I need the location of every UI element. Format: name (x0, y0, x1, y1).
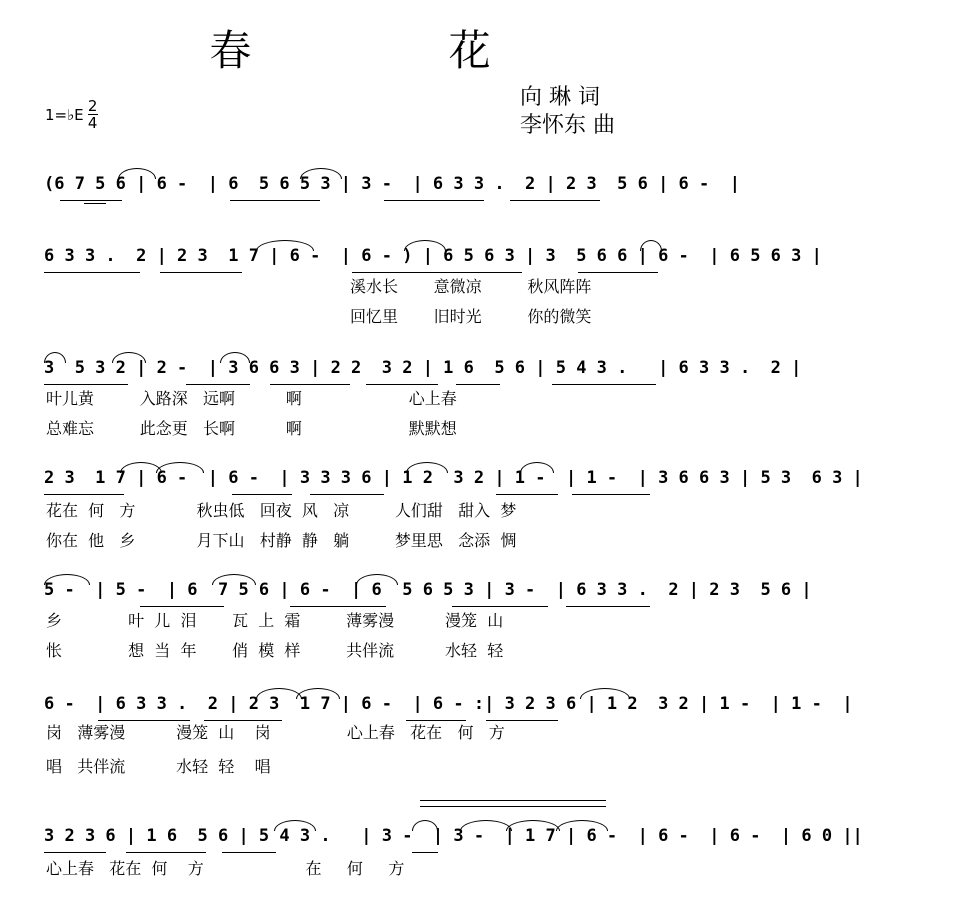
lyrics-line-3a: 叶儿黄 入路深 远啊 啊 心上春 (46, 389, 457, 408)
beam-underline (384, 200, 484, 201)
notation-line: 2 3 1 7 | 6 - | 6 - | 3 3 3 6 | 1 2 3 2 | 1 - | 1 - | 3 6 6 3 | 5 3 6 3 | (44, 468, 863, 488)
lyrics-line-6b: 唱 共伴流 水轻 轻 唱 (46, 757, 271, 776)
lyrics-line-6a: 岗 薄雾漫 漫笼 山 岗 心上春 花在 何 方 (46, 723, 505, 742)
beam-underline (44, 852, 106, 853)
tie-mark (404, 240, 446, 251)
tie-mark (156, 462, 204, 473)
beam-underline (412, 852, 438, 853)
lyrics-line-2a: 溪水长 意微凉 秋风阵阵 (350, 277, 592, 296)
tie-mark (44, 574, 90, 585)
tie-mark (520, 462, 554, 473)
beam-underline (290, 606, 386, 607)
tie-mark (256, 240, 314, 251)
beam-underline (140, 606, 224, 607)
tie-mark (506, 820, 560, 831)
tie-mark (406, 462, 448, 473)
beam-underline (44, 272, 140, 273)
beam-underline (44, 384, 128, 385)
beam-underline (222, 852, 276, 853)
song-title: 春 花 (209, 26, 583, 75)
time-bottom: 4 (87, 114, 98, 132)
composer-credit: 李怀东 曲 (520, 113, 615, 138)
beam-underline (572, 494, 650, 495)
beam-underline (510, 200, 600, 201)
volta-line (420, 806, 606, 807)
key-signature (45, 98, 98, 131)
beam-underline (578, 272, 658, 273)
notation-line: 5 - | 5 - | 6 7 5 6 | 6 - | 6 5 6 5 3 | 3 - | 6 3 3 . 2 | 2 3 5 6 | (44, 580, 812, 600)
beam-underline (366, 384, 438, 385)
lyrics-line-5b: 怅 想 当 年 俏 模 样 共伴流 水轻 轻 (46, 641, 504, 660)
tie-mark (300, 168, 342, 179)
beam-underline (452, 606, 548, 607)
tie-mark (460, 820, 512, 831)
lyrics-line-4a: 花在 何 方 秋虫低 回夜 风 凉 人们甜 甜入 梦 (46, 501, 517, 520)
beam-underline (186, 384, 250, 385)
beam-underline (44, 494, 124, 495)
tie-mark (640, 240, 662, 251)
notation-line: 3 5 3 2 | 2 - | 3 6 6 3 | 2 2 3 2 | 1 6 5 6 | 5 4 3 . | 6 3 3 . 2 | (44, 358, 802, 378)
lyrics-line-2b: 回忆里 旧时光 你的微笑 (350, 307, 592, 326)
tie-mark (580, 688, 630, 699)
lyrics-line-4b: 你在 他 乡 月下山 村静 静 躺 梦里思 念添 惆 (46, 531, 517, 550)
beam-underline (270, 384, 350, 385)
tie-mark (118, 168, 156, 179)
beam-underline (552, 384, 656, 385)
beam-underline (496, 494, 558, 495)
beam-underline (310, 494, 384, 495)
beam-underline (352, 272, 438, 273)
notation-line: 6 - | 6 3 3 . 2 | 2 3 1 7 | 6 - | 6 - :| 3 2 3 6 | 1 2 3 2 | 1 - | 1 - | (44, 694, 853, 714)
time-top: 2 (87, 97, 98, 115)
credits (520, 84, 615, 140)
beam-underline (160, 272, 242, 273)
beam-underline (60, 200, 122, 201)
tie-mark (274, 820, 316, 831)
tie-mark (356, 574, 398, 585)
beam-underline (436, 272, 522, 273)
tie-mark (212, 574, 256, 585)
volta-line (420, 800, 606, 801)
notation-line: (6 7 5 6 | 6 - | 6 5 6 5 3 | 3 - | 6 3 3 . 2 | 2 3 5 6 | 6 - | (44, 174, 740, 194)
lyrics-line-7a: 心上春 花在 何 方 在 何 方 (46, 859, 405, 878)
lyricist-credit: 向 琳 词 (520, 85, 600, 110)
notation-line: 6 3 3 . 2 | 2 3 1 7 | 6 - | 6 - ) | 6 5 6 3 | 3 5 6 6 | 6 - | 6 5 6 3 | (44, 246, 822, 266)
lyrics-line-5a: 乡 叶 儿 泪 瓦 上 霜 薄雾漫 漫笼 山 (46, 611, 504, 630)
beam-underline (232, 494, 292, 495)
beam-underline (456, 384, 500, 385)
tie-mark (412, 820, 438, 831)
tie-mark (220, 352, 250, 363)
beam-underline (84, 203, 106, 204)
tie-mark (44, 352, 66, 363)
tie-mark (556, 820, 608, 831)
tie-mark (112, 352, 146, 363)
lyrics-line-3b: 总难忘 此念更 长啊 啊 默默想 (46, 419, 457, 438)
notation-line: 3 2 3 6 | 1 6 5 6 | 5 4 3 . | 3 - | 3 - | 1 7 | 6 - | 6 - | 6 - | 6 0 || (44, 826, 863, 846)
time-signature (88, 98, 98, 131)
key-label: 1=♭E (45, 105, 84, 124)
tie-mark (296, 688, 340, 699)
beam-underline (230, 200, 320, 201)
beam-underline (126, 852, 206, 853)
beam-underline (566, 606, 650, 607)
